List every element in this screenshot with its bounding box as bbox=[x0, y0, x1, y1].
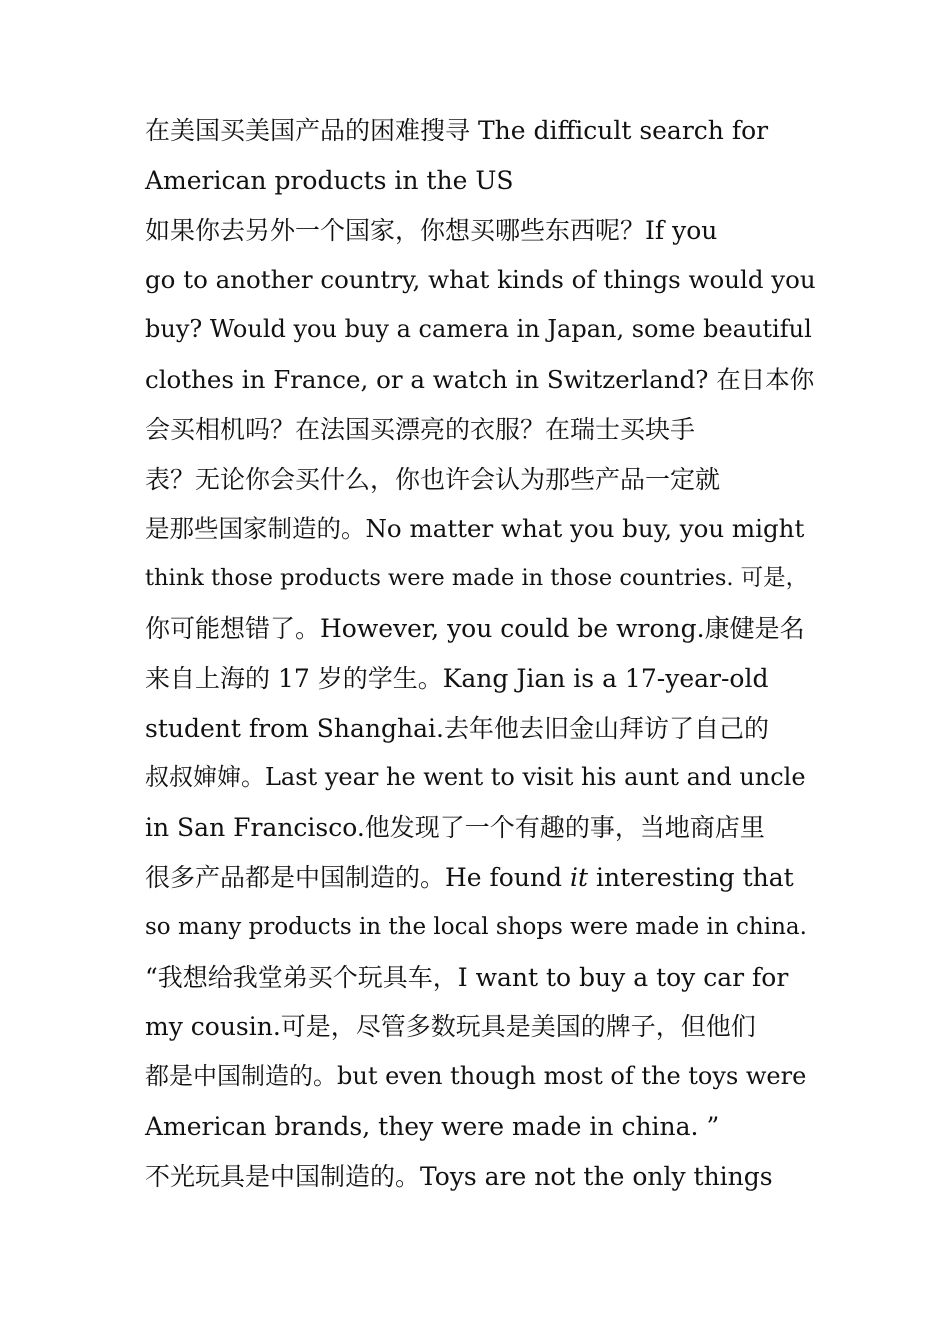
document-body bbox=[145, 106, 816, 1202]
text-line: 叔叔婶婶。Last year he went to visit his aunt and uncle bbox=[145, 763, 806, 792]
text-line: in San Francisco.他发现了一个有趣的事，当地商店里 bbox=[145, 813, 765, 843]
text-line: clothes in France, or a watch in Switzerland? 在日本你 bbox=[145, 364, 815, 394]
text-line: 如果你去另外一个国家，你想买哪些东西呢？If you bbox=[145, 215, 718, 245]
text-line: go to another country, what kinds of things would you bbox=[145, 265, 816, 295]
text-line-with-emphasis bbox=[145, 853, 807, 903]
emphasized-word: it bbox=[570, 862, 589, 892]
paragraph bbox=[145, 206, 816, 1152]
text-line: so many products in the local shops were made in china. bbox=[145, 913, 807, 940]
text-line: 你可能想错了。However, you could be wrong.康健是名 bbox=[145, 613, 805, 643]
text-line: 来自上海的 17 岁的学生。Kang Jian is a 17-year-old bbox=[145, 663, 769, 693]
text-line: buy? Would you buy a camera in Japan, some beautiful bbox=[145, 315, 812, 344]
title-line: American products in the US bbox=[145, 165, 514, 195]
text-line: my cousin.可是，尽管多数玩具是美国的牌子，但他们 bbox=[145, 1012, 756, 1042]
title-line: 在美国买美国产品的困难搜寻 The difficult search for bbox=[145, 116, 769, 145]
text-line: 表？无论你会买什么，你也许会认为那些产品一定就 bbox=[145, 464, 721, 494]
text-line: 都是中国制造的。but even though most of the toys were bbox=[145, 1062, 807, 1091]
text-line: “我想给我堂弟买个玩具车，I want to buy a toy car for bbox=[145, 962, 789, 992]
text-line: American brands, they were made in china. ” bbox=[145, 1111, 720, 1141]
paragraph bbox=[145, 1152, 807, 1202]
text-line: student from Shanghai.去年他去旧金山拜访了自己的 bbox=[145, 713, 769, 743]
text-line: 是那些国家制造的。No matter what you buy, you might bbox=[145, 514, 805, 544]
text-segment: 很多产品都是中国制造的。He found bbox=[145, 862, 571, 892]
text-line: 会买相机吗？在法国买漂亮的衣服？在瑞士买块手 bbox=[145, 414, 696, 444]
text-line: 不光玩具是中国制造的。Toys are not the only things bbox=[145, 1161, 773, 1191]
text-line: think those products were made in those countries. 可是， bbox=[145, 565, 809, 592]
text-segment: interesting that bbox=[588, 862, 794, 892]
